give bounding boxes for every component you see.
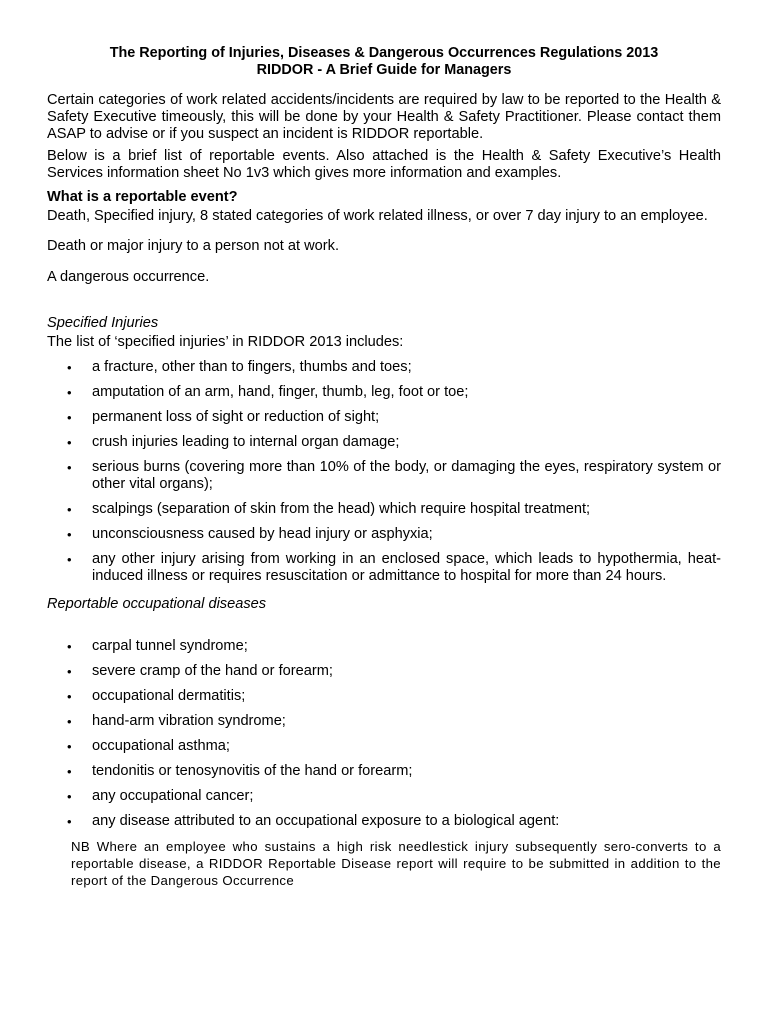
list-item	[47, 788, 721, 805]
bullet-icon: •	[67, 552, 72, 567]
list-item-text: permanent loss of sight or reduction of sight;	[92, 409, 380, 425]
list-item-text: carpal tunnel syndrome;	[92, 638, 248, 654]
document-title-line1: The Reporting of Injuries, Diseases & Dangerous Occurrences Regulations 2013	[109, 45, 659, 61]
intro-paragraph: Certain categories of work related accidents/incidents are required by law to be reported to the Health & Safety Executive timeously, this will be done by your Health & Safety Practitioner. Please contact them ASAP to advise or if you suspect an incident is RIDDOR reportable.	[47, 92, 721, 142]
bullet-icon: •	[67, 435, 72, 450]
list-item	[47, 551, 721, 585]
bullet-icon: •	[67, 689, 72, 704]
list-item	[47, 738, 721, 755]
needlestick-note: NB Where an employee who sustains a high risk needlestick injury subsequently sero-converts to a reportable disease, a RIDDOR Reportable Disease report will require to be submitted in addition to the report of the Dangerous Occurrence	[71, 839, 721, 888]
list-item-text: occupational dermatitis;	[92, 688, 246, 704]
list-item-text: scalpings (separation of skin from the head) which require hospital treatment;	[92, 501, 591, 517]
list-item-text: any occupational cancer;	[92, 788, 254, 804]
list-item-text: tendonitis or tenosynovitis of the hand or forearm;	[92, 763, 413, 779]
document-page	[47, 45, 721, 889]
bullet-icon: •	[67, 814, 72, 829]
list-item-text: unconsciousness caused by head injury or asphyxia;	[92, 526, 433, 542]
dangerous-occurrence-paragraph: A dangerous occurrence.	[47, 269, 210, 285]
list-item-text: occupational asthma;	[92, 738, 230, 754]
specified-injuries-intro: The list of ‘specified injuries’ in RIDDOR 2013 includes:	[47, 334, 404, 350]
document-title-line2: RIDDOR - A Brief Guide for Managers	[256, 62, 512, 78]
bullet-icon: •	[67, 739, 72, 754]
list-item	[47, 688, 721, 705]
list-item	[47, 459, 721, 493]
list-item	[47, 638, 721, 655]
list-item-text: crush injuries leading to internal organ damage;	[92, 434, 400, 450]
bullet-icon: •	[67, 410, 72, 425]
specified-injuries-heading: Specified Injuries	[47, 315, 159, 331]
death-major-paragraph: Death or major injury to a person not at work.	[47, 238, 340, 254]
list-item	[47, 713, 721, 730]
list-item	[47, 526, 721, 543]
list-item-text: severe cramp of the hand or forearm;	[92, 663, 333, 679]
bullet-icon: •	[67, 460, 72, 475]
list-item	[47, 384, 721, 401]
list-item	[47, 763, 721, 780]
list-item	[47, 434, 721, 451]
list-item-text: any other injury arising from working in an enclosed space, which leads to hypothermia, heat-induced illness or requires resuscitation or admittance to hospital for more than 24 hours.	[92, 551, 721, 584]
list-item-text: serious burns (covering more than 10% of the body, or damaging the eyes, respiratory system or other vital organs);	[92, 459, 721, 492]
list-item	[47, 501, 721, 518]
list-item-text: a fracture, other than to fingers, thumbs and toes;	[92, 359, 412, 375]
bullet-icon: •	[67, 764, 72, 779]
bullet-icon: •	[67, 789, 72, 804]
death-specified-paragraph: Death, Specified injury, 8 stated categories of work related illness, or over 7 day injury to an employee.	[47, 208, 708, 224]
bullet-icon: •	[67, 714, 72, 729]
list-item-text: amputation of an arm, hand, finger, thumb, leg, foot or toe;	[92, 384, 469, 400]
occupational-diseases-list	[47, 638, 721, 830]
bullet-icon: •	[67, 502, 72, 517]
list-item	[47, 359, 721, 376]
list-item-text: any disease attributed to an occupational exposure to a biological agent:	[92, 813, 560, 829]
list-item-text: hand-arm vibration syndrome;	[92, 713, 286, 729]
specified-injuries-list	[47, 359, 721, 585]
bullet-icon: •	[67, 385, 72, 400]
reportable-event-heading: What is a reportable event?	[47, 189, 238, 205]
bullet-icon: •	[67, 664, 72, 679]
list-item	[47, 813, 721, 830]
list-item	[47, 409, 721, 426]
bullet-icon: •	[67, 527, 72, 542]
bullet-icon: •	[67, 360, 72, 375]
bullet-icon: •	[67, 639, 72, 654]
reportable-list-paragraph: Below is a brief list of reportable events. Also attached is the Health & Safety Executive’s Health Services information sheet No 1v3 which gives more information and examples.	[47, 148, 721, 181]
list-item	[47, 663, 721, 680]
occupational-diseases-heading: Reportable occupational diseases	[47, 596, 267, 612]
